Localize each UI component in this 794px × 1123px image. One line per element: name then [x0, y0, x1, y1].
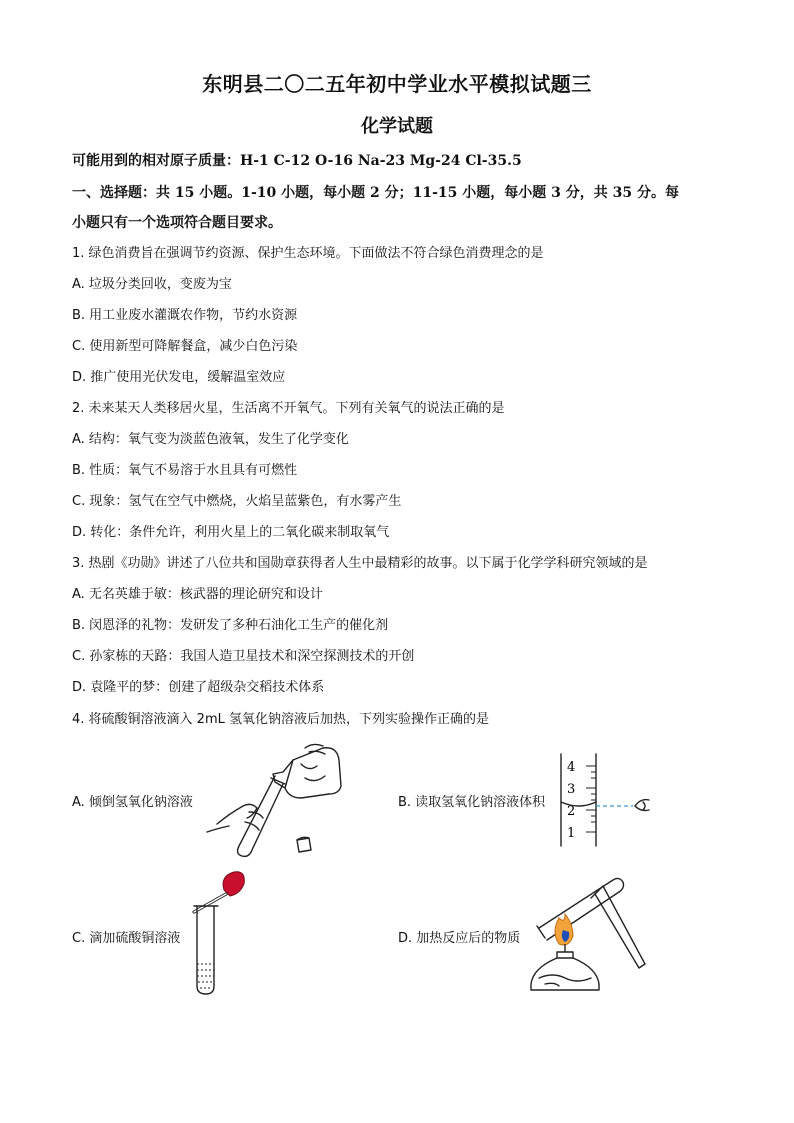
- heating-illustration: [525, 872, 655, 994]
- q1-option-c[interactable]: C. 使用新型可降解餐盒，减少白色污染: [72, 339, 298, 354]
- q2-option-a[interactable]: A. 结构：氧气变为淡蓝色液氧，发生了化学变化: [72, 432, 349, 447]
- q1-option-a[interactable]: A. 垃圾分类回收，变废为宝: [72, 277, 232, 292]
- q1-option-d[interactable]: D. 推广使用光伏发电，缓解温室效应: [72, 370, 286, 385]
- dropper-illustration: [180, 868, 260, 998]
- q3-option-a[interactable]: A. 无名英雄于敏：核武器的理论研究和设计: [72, 587, 323, 602]
- exam-title: 东明县二〇二五年初中学业水平模拟试题三: [202, 72, 592, 96]
- cylinder-mark-1: 1: [567, 826, 576, 841]
- q3-stem: 3. 热剧《功勋》讲述了八位共和国勋章获得者人生中最精彩的故事。以下属于化学学科研究领域的是: [72, 556, 648, 571]
- cylinder-mark-4: 4: [567, 760, 576, 775]
- q1-stem: 1. 绿色消费旨在强调节约资源、保护生态环境。下面做法不符合绿色消费理念的是: [72, 246, 544, 261]
- cylinder-mark-2: 2: [567, 804, 576, 819]
- pouring-illustration: [205, 742, 345, 862]
- cylinder-mark-3: 3: [567, 782, 576, 797]
- section-instructions-2: 小题只有一个选项符合题目要求。: [72, 215, 282, 231]
- q2-option-d[interactable]: D. 转化：条件允许，利用火星上的二氧化碳来制取氧气: [72, 525, 390, 540]
- cylinder-illustration: [555, 752, 655, 848]
- q2-option-b[interactable]: B. 性质：氧气不易溶于水且具有可燃性: [72, 463, 298, 478]
- section-instructions-1: 一、选择题：共 15 小题。1-10 小题，每小题 2 分；11-15 小题，每小题 3 分，共 35 分。每: [72, 185, 679, 201]
- atomic-masses: 可能用到的相对原子质量：H-1 C-12 O-16 Na-23 Mg-24 Cl-35.5: [72, 153, 522, 169]
- q4-option-a[interactable]: A. 倾倒氢氧化钠溶液: [72, 795, 193, 810]
- q3-option-d[interactable]: D. 袁隆平的梦：创建了超级杂交稻技术体系: [72, 680, 325, 695]
- q4-option-b[interactable]: B. 读取氢氧化钠溶液体积: [398, 795, 546, 810]
- q3-option-c[interactable]: C. 孙家栋的天路：我国人造卫星技术和深空探测技术的开创: [72, 649, 415, 664]
- q2-stem: 2. 未来某天人类移居火星，生活离不开氧气。下列有关氧气的说法正确的是: [72, 401, 505, 416]
- q4-option-d[interactable]: D. 加热反应后的物质: [398, 931, 521, 946]
- q1-option-b[interactable]: B. 用工业废水灌溉农作物，节约水资源: [72, 308, 298, 323]
- q2-option-c[interactable]: C. 现象：氢气在空气中燃烧，火焰呈蓝紫色，有水雾产生: [72, 494, 402, 509]
- q4-stem: 4. 将硫酸铜溶液滴入 2mL 氢氧化钠溶液后加热，下列实验操作正确的是: [72, 712, 489, 727]
- q4-option-c[interactable]: C. 滴加硫酸铜溶液: [72, 931, 181, 946]
- q3-option-b[interactable]: B. 闵恩泽的礼物：发研发了多种石油化工生产的催化剂: [72, 618, 389, 633]
- exam-subtitle: 化学试题: [361, 116, 433, 137]
